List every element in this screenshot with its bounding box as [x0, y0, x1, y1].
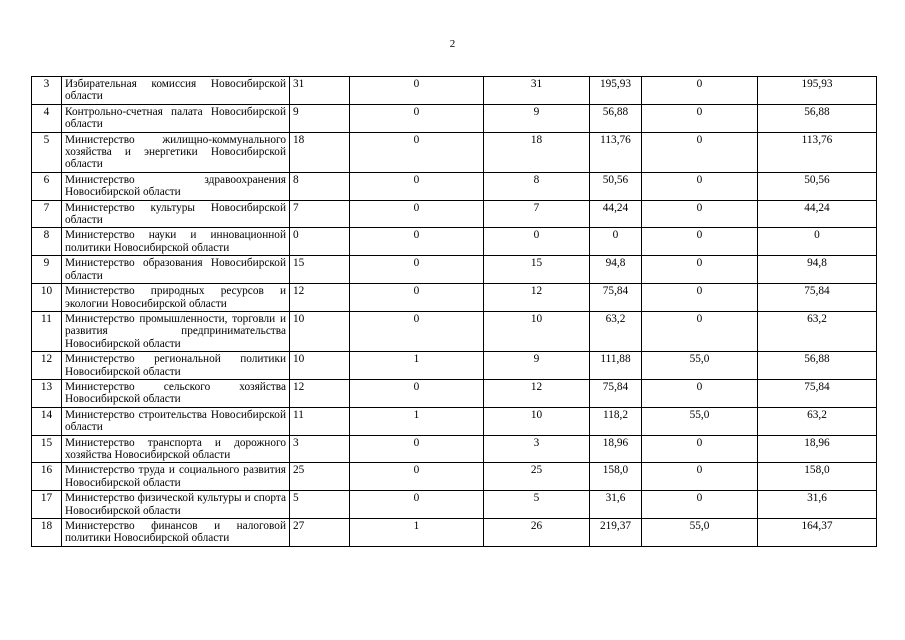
organization-name-cell: Министерство здравоохранения Новосибирской области	[62, 172, 290, 200]
table-row	[32, 379, 877, 407]
value-cell-2: 1	[350, 519, 484, 547]
value-cell-5: 55,0	[642, 519, 758, 547]
value-cell-1: 18	[290, 132, 350, 172]
value-cell-2: 0	[350, 463, 484, 491]
value-cell-6: 44,24	[758, 200, 877, 228]
organization-name-cell: Министерство промышленности, торговли и развития предпринимательства Новосибирской области	[62, 311, 290, 351]
row-number-cell: 15	[32, 435, 62, 463]
row-number-cell: 14	[32, 407, 62, 435]
value-cell-5: 0	[642, 256, 758, 284]
value-cell-4: 195,93	[590, 77, 642, 105]
value-cell-3: 3	[484, 435, 590, 463]
value-cell-3: 9	[484, 352, 590, 380]
value-cell-4: 118,2	[590, 407, 642, 435]
value-cell-1: 10	[290, 352, 350, 380]
value-cell-5: 0	[642, 379, 758, 407]
value-cell-2: 0	[350, 200, 484, 228]
organization-name-cell: Министерство сельского хозяйства Новосибирской области	[62, 379, 290, 407]
value-cell-2: 0	[350, 104, 484, 132]
table-row	[32, 200, 877, 228]
value-cell-1: 3	[290, 435, 350, 463]
value-cell-5: 0	[642, 435, 758, 463]
table-row	[32, 77, 877, 105]
value-cell-6: 75,84	[758, 284, 877, 312]
value-cell-3: 15	[484, 256, 590, 284]
value-cell-4: 0	[590, 228, 642, 256]
organization-name-cell: Министерство финансов и налоговой политики Новосибирской области	[62, 519, 290, 547]
value-cell-5: 55,0	[642, 352, 758, 380]
value-cell-1: 9	[290, 104, 350, 132]
table-row	[32, 407, 877, 435]
organization-name-cell: Министерство науки и инновационной политики Новосибирской области	[62, 228, 290, 256]
row-number-cell: 3	[32, 77, 62, 105]
value-cell-2: 0	[350, 228, 484, 256]
value-cell-3: 18	[484, 132, 590, 172]
table-row	[32, 104, 877, 132]
value-cell-4: 75,84	[590, 379, 642, 407]
value-cell-3: 5	[484, 491, 590, 519]
value-cell-2: 0	[350, 435, 484, 463]
page-number: 2	[449, 38, 456, 50]
value-cell-3: 0	[484, 228, 590, 256]
value-cell-6: 0	[758, 228, 877, 256]
table-row	[32, 284, 877, 312]
value-cell-4: 75,84	[590, 284, 642, 312]
table-row	[32, 491, 877, 519]
value-cell-5: 0	[642, 463, 758, 491]
table-row	[32, 352, 877, 380]
table-row	[32, 256, 877, 284]
organization-name-cell: Министерство природных ресурсов и экологии Новосибирской области	[62, 284, 290, 312]
table-row	[32, 311, 877, 351]
organization-name-cell: Министерство строительства Новосибирской области	[62, 407, 290, 435]
value-cell-6: 94,8	[758, 256, 877, 284]
row-number-cell: 6	[32, 172, 62, 200]
value-cell-4: 158,0	[590, 463, 642, 491]
row-number-cell: 5	[32, 132, 62, 172]
value-cell-1: 0	[290, 228, 350, 256]
value-cell-3: 8	[484, 172, 590, 200]
value-cell-2: 0	[350, 132, 484, 172]
value-cell-3: 10	[484, 407, 590, 435]
value-cell-1: 10	[290, 311, 350, 351]
row-number-cell: 9	[32, 256, 62, 284]
row-number-cell: 7	[32, 200, 62, 228]
value-cell-6: 63,2	[758, 311, 877, 351]
table-row	[32, 228, 877, 256]
value-cell-3: 12	[484, 284, 590, 312]
value-cell-6: 75,84	[758, 379, 877, 407]
organization-name-cell: Министерство региональной политики Новосибирской области	[62, 352, 290, 380]
value-cell-4: 44,24	[590, 200, 642, 228]
row-number-cell: 17	[32, 491, 62, 519]
row-number-cell: 18	[32, 519, 62, 547]
organization-name-cell: Министерство транспорта и дорожного хозяйства Новосибирской области	[62, 435, 290, 463]
organization-name-cell: Министерство физической культуры и спорта Новосибирской области	[62, 491, 290, 519]
value-cell-2: 0	[350, 172, 484, 200]
value-cell-1: 25	[290, 463, 350, 491]
value-cell-1: 12	[290, 284, 350, 312]
value-cell-2: 0	[350, 77, 484, 105]
value-cell-4: 56,88	[590, 104, 642, 132]
value-cell-3: 7	[484, 200, 590, 228]
value-cell-1: 5	[290, 491, 350, 519]
row-number-cell: 11	[32, 311, 62, 351]
value-cell-1: 15	[290, 256, 350, 284]
value-cell-5: 0	[642, 200, 758, 228]
value-cell-5: 0	[642, 228, 758, 256]
table-row	[32, 172, 877, 200]
organization-name-cell: Избирательная комиссия Новосибирской области	[62, 77, 290, 105]
value-cell-3: 31	[484, 77, 590, 105]
organization-name-cell: Министерство труда и социального развития Новосибирской области	[62, 463, 290, 491]
value-cell-6: 31,6	[758, 491, 877, 519]
row-number-cell: 4	[32, 104, 62, 132]
organization-name-cell: Контрольно-счетная палата Новосибирской области	[62, 104, 290, 132]
budget-table	[31, 76, 877, 547]
value-cell-1: 31	[290, 77, 350, 105]
row-number-cell: 10	[32, 284, 62, 312]
value-cell-2: 0	[350, 311, 484, 351]
organization-name-cell: Министерство культуры Новосибирской области	[62, 200, 290, 228]
value-cell-4: 219,37	[590, 519, 642, 547]
value-cell-2: 1	[350, 352, 484, 380]
value-cell-6: 63,2	[758, 407, 877, 435]
table-row	[32, 132, 877, 172]
value-cell-6: 56,88	[758, 104, 877, 132]
value-cell-2: 1	[350, 407, 484, 435]
value-cell-4: 63,2	[590, 311, 642, 351]
row-number-cell: 16	[32, 463, 62, 491]
value-cell-6: 50,56	[758, 172, 877, 200]
value-cell-4: 94,8	[590, 256, 642, 284]
value-cell-6: 113,76	[758, 132, 877, 172]
value-cell-6: 56,88	[758, 352, 877, 380]
value-cell-3: 9	[484, 104, 590, 132]
value-cell-6: 195,93	[758, 77, 877, 105]
table-row	[32, 519, 877, 547]
value-cell-5: 0	[642, 172, 758, 200]
value-cell-5: 0	[642, 104, 758, 132]
value-cell-3: 10	[484, 311, 590, 351]
value-cell-2: 0	[350, 256, 484, 284]
value-cell-6: 18,96	[758, 435, 877, 463]
value-cell-5: 0	[642, 311, 758, 351]
value-cell-2: 0	[350, 284, 484, 312]
organization-name-cell: Министерство образования Новосибирской области	[62, 256, 290, 284]
value-cell-6: 158,0	[758, 463, 877, 491]
value-cell-1: 7	[290, 200, 350, 228]
value-cell-5: 0	[642, 491, 758, 519]
table-row	[32, 435, 877, 463]
value-cell-5: 55,0	[642, 407, 758, 435]
value-cell-4: 113,76	[590, 132, 642, 172]
value-cell-1: 8	[290, 172, 350, 200]
organization-name-cell: Министерство жилищно-коммунального хозяйства и энергетики Новосибирской области	[62, 132, 290, 172]
value-cell-4: 111,88	[590, 352, 642, 380]
value-cell-2: 0	[350, 379, 484, 407]
value-cell-1: 27	[290, 519, 350, 547]
value-cell-6: 164,37	[758, 519, 877, 547]
value-cell-1: 11	[290, 407, 350, 435]
value-cell-5: 0	[642, 284, 758, 312]
table-row	[32, 463, 877, 491]
value-cell-5: 0	[642, 132, 758, 172]
value-cell-3: 12	[484, 379, 590, 407]
table-body	[32, 77, 877, 547]
value-cell-3: 25	[484, 463, 590, 491]
value-cell-4: 50,56	[590, 172, 642, 200]
row-number-cell: 12	[32, 352, 62, 380]
value-cell-1: 12	[290, 379, 350, 407]
value-cell-5: 0	[642, 77, 758, 105]
row-number-cell: 8	[32, 228, 62, 256]
value-cell-3: 26	[484, 519, 590, 547]
value-cell-2: 0	[350, 491, 484, 519]
row-number-cell: 13	[32, 379, 62, 407]
value-cell-4: 18,96	[590, 435, 642, 463]
value-cell-4: 31,6	[590, 491, 642, 519]
